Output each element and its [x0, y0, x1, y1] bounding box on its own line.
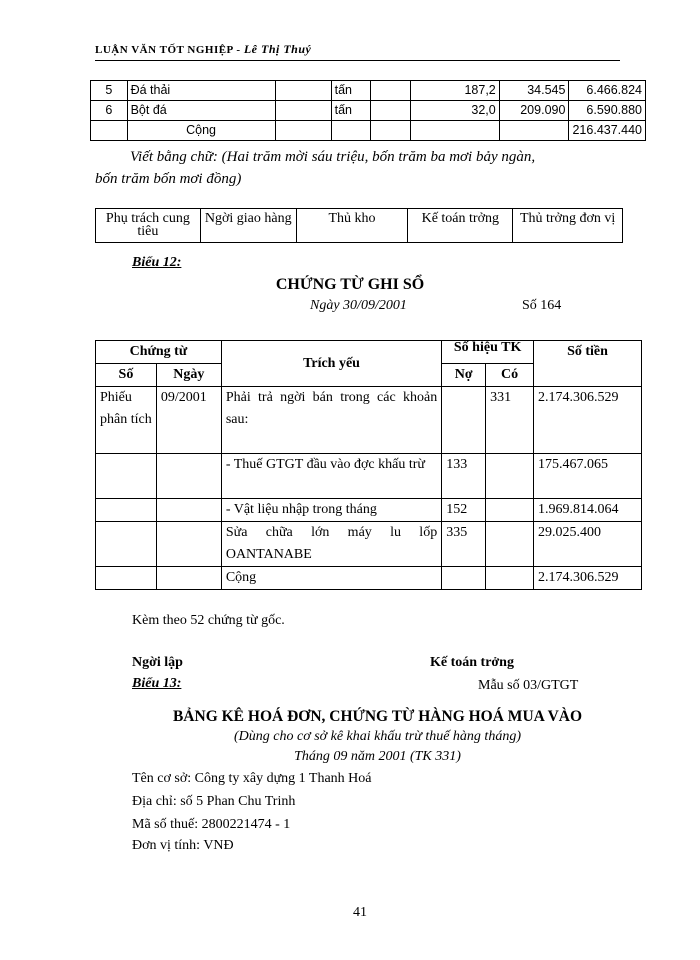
row-desc: Phải trả ngời bán trong các khoản sau:: [221, 387, 441, 454]
report-subtitle: (Dùng cho cơ sở kê khai khấu trừ thuế hàng tháng): [234, 729, 521, 744]
table-row: [96, 499, 642, 522]
words-line-2: bốn trăm bốn mơi đồng): [95, 171, 242, 187]
currency-unit: Đơn vị tính: VNĐ: [132, 838, 234, 853]
table-row: [96, 454, 642, 499]
signature-table: [95, 208, 623, 243]
voucher-date: Ngày 30/09/2001: [310, 298, 407, 313]
form-number: Mẫu số 03/GTGT: [478, 678, 579, 693]
header-trich-yeu: Trích yếu: [221, 341, 441, 387]
row-amount: 175.467.065: [534, 454, 642, 499]
header-author: Lê Thị Thuý: [243, 42, 312, 56]
row-desc: - Vật liệu nhập trong tháng: [221, 499, 441, 522]
table-row: [91, 81, 646, 101]
table-row: [96, 522, 642, 567]
row-no: 133: [442, 454, 486, 499]
header-no: Nợ: [442, 364, 486, 387]
row-amount: 2.174.306.529: [534, 567, 642, 590]
row-amount: 6.590.880: [569, 101, 646, 121]
row-ngay: 09/2001: [156, 387, 221, 454]
running-header: [95, 42, 311, 57]
bieu12-label: Biểu 12:: [132, 255, 182, 270]
row-amount: 2.174.306.529: [534, 387, 642, 454]
row-so: Phiếu phân tích: [96, 387, 157, 454]
tax-code: Mã số thuế: 2800221474 - 1: [132, 817, 291, 832]
row-unit: tấn: [331, 81, 371, 101]
row-qty: 187,2: [410, 81, 499, 101]
header-ngay: Ngày: [156, 364, 221, 387]
row-qty: 32,0: [410, 101, 499, 121]
header-rule: [95, 60, 620, 61]
header-so-tien: Số tiền: [534, 341, 642, 387]
voucher-table: [95, 340, 642, 590]
report-title: BẢNG KÊ HOÁ ĐƠN, CHỨNG TỪ HÀNG HOÁ MUA VÀO: [172, 708, 583, 725]
report-period: Tháng 09 năm 2001 (TK 331): [294, 749, 461, 764]
table-row-total: [91, 121, 646, 141]
row-no: 5: [91, 81, 128, 101]
company-name: Tên cơ sở: Công ty xây dựng 1 Thanh Hoá: [132, 771, 372, 786]
row-price: 209.090: [499, 101, 569, 121]
row-unit: tấn: [331, 101, 371, 121]
total-label: Cộng: [127, 121, 275, 141]
voucher-number: Số 164: [522, 298, 562, 313]
preparer-label: Ngời lập: [132, 655, 183, 670]
row-name: Bột đá: [127, 101, 275, 121]
signature-cell: Thủ trởng đơn vị: [513, 209, 623, 243]
table-row: [91, 101, 646, 121]
row-no: 152: [442, 499, 486, 522]
row-amount: 1.969.814.064: [534, 499, 642, 522]
row-price: 34.545: [499, 81, 569, 101]
attached-note: Kèm theo 52 chứng từ gốc.: [132, 613, 285, 628]
amount-in-words: [95, 146, 655, 190]
row-no: 335: [442, 522, 486, 567]
row-amount: 29.025.400: [534, 522, 642, 567]
row-amount: 6.466.824: [569, 81, 646, 101]
header-co: Có: [486, 364, 534, 387]
bieu13-label: Biểu 13:: [132, 676, 182, 691]
voucher-title: CHỨNG TỪ GHI SỔ: [275, 276, 425, 293]
row-no: 6: [91, 101, 128, 121]
signature-cell: Thủ kho: [296, 209, 408, 243]
row-no: [442, 387, 486, 454]
page-number: 41: [353, 905, 367, 920]
table-row: [96, 387, 642, 454]
row-desc: - Thuế GTGT đầu vào đợc khấu trừ: [221, 454, 441, 499]
table-row-total: [96, 567, 642, 590]
row-name: Đá thải: [127, 81, 275, 101]
row-co: 331: [486, 387, 534, 454]
signature-cell: Kế toán trởng: [408, 209, 513, 243]
signature-cell: Phụ trách cung tiêu: [96, 209, 201, 243]
header-title: LUẬN VĂN TỐT NGHIỆP -: [95, 44, 241, 56]
company-address: Địa chỉ: số 5 Phan Chu Trinh: [132, 794, 296, 809]
chief-accountant-label: Kế toán trởng: [430, 655, 514, 670]
words-line-1: Viết bằng chữ: (Hai trăm mời sáu triệu, bốn trăm ba mơi bảy ngàn,: [130, 149, 536, 165]
signature-cell: Ngời giao hàng: [200, 209, 296, 243]
header-so: Số: [96, 364, 157, 387]
row-desc: Cộng: [221, 567, 441, 590]
goods-table: [90, 80, 646, 141]
total-amount: 216.437.440: [569, 121, 646, 141]
header-chung-tu: Chứng từ: [96, 341, 222, 364]
header-so-hieu-tk: Số hiệu TK: [442, 341, 534, 364]
row-desc: Sửa chữa lớn máy lu lốp OANTANABE: [221, 522, 441, 567]
